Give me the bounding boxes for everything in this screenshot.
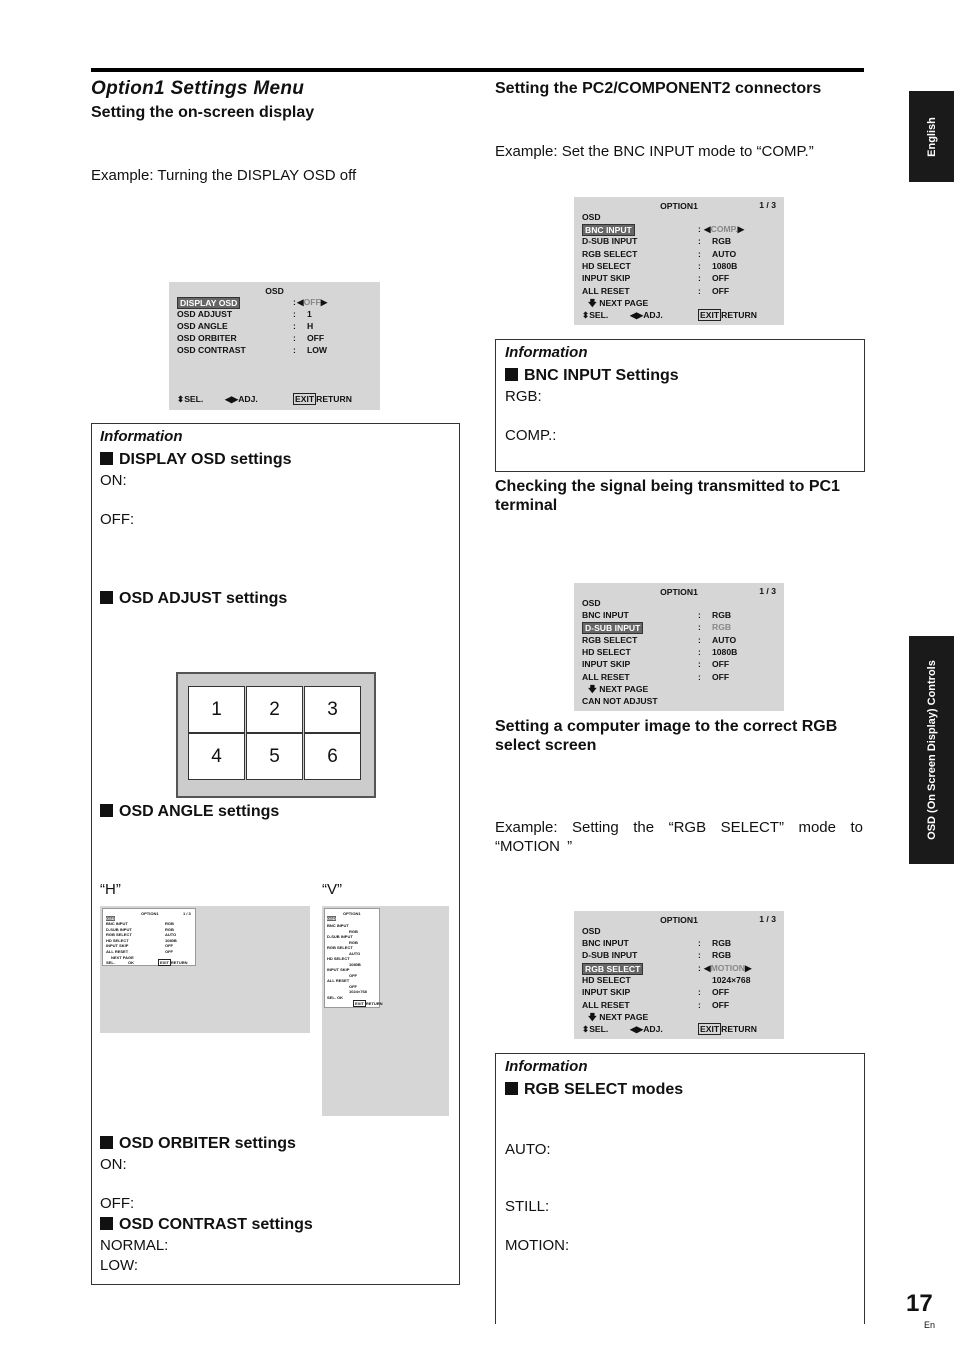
osd-panel <box>169 282 380 410</box>
side-tab-english: English <box>909 91 954 182</box>
left-example: Example: Turning the DISPLAY OSD off <box>91 167 357 184</box>
section1-title: Setting the PC2/COMPONENT2 connectors <box>495 80 822 97</box>
osd-orbiter-settings-heading: OSD ORBITER settings <box>100 1135 296 1153</box>
bnc-comp: COMP.: <box>505 427 557 444</box>
osd-row-osd-angle: OSD ANGLE : H <box>177 321 314 331</box>
osd-adjust-settings-heading: OSD ADJUST settings <box>100 590 287 608</box>
info-heading-bnc: Information <box>505 344 588 361</box>
side-tab-osd-controls: OSD (On Screen Display) Controls <box>909 636 954 864</box>
osd-angle-v-illustration <box>322 906 449 1116</box>
down-arrow-icon: 🡇 <box>588 1012 597 1022</box>
info-heading-left: Information <box>100 428 183 445</box>
square-bullet-icon <box>100 1136 113 1149</box>
grid-cell-4: 4 <box>188 733 245 780</box>
square-bullet-icon <box>100 804 113 817</box>
osd-row-value: OFF <box>303 297 321 307</box>
top-rule <box>91 68 864 72</box>
square-bullet-icon <box>100 452 113 465</box>
tiny-osd-v: OPTION1 OSD BNC INPUT RGB D-SUB INPUT RGB RGB SELECT AUTO HD SELECT 1080B INPUT SKIP OFF ALL RESET OFF 1024×768 SEL. OK EXIT RETURN <box>324 908 380 1008</box>
osd-row-display-osd: DISPLAY OSD : ◀OFF▶ <box>177 297 372 309</box>
square-bullet-icon <box>100 1217 113 1230</box>
square-bullet-icon <box>100 591 113 604</box>
display-osd-on: ON: <box>100 472 127 489</box>
updown-icon: ⬍ <box>177 394 185 404</box>
osd-row-osd-orbiter: OSD ORBITER : OFF <box>177 333 325 343</box>
osd-angle-h-illustration <box>100 906 310 1033</box>
osd-row-label: DISPLAY OSD <box>177 297 240 309</box>
updown-icon: ⬍ <box>582 310 590 320</box>
contrast-low: LOW: <box>100 1257 139 1274</box>
option1-panel-bnc: OPTION1 1 / 3 OSD BNC INPUT : ◀COMP.▶ D-SUB INPUT : RGB RGB SELECT : AUTO HD SELECT : 1080B INPUT SKIP : OFF ALL RESET : OFF 🡇 NEXT PAGE ⬍SEL. ◀▶ADJ. EXIT RETURN <box>574 197 784 325</box>
left-subtitle: Setting the on-screen display <box>91 104 315 121</box>
orbiter-off: OFF: <box>100 1195 135 1212</box>
rgb-auto: AUTO: <box>505 1141 551 1158</box>
osd-row-osd-contrast: OSD CONTRAST : LOW <box>177 345 328 355</box>
updown-icon: ⬍ <box>582 1024 590 1034</box>
left-right-icon: ◀▶ <box>225 394 239 404</box>
page-title: Option1 Settings Menu <box>91 78 305 99</box>
contrast-normal: NORMAL: <box>100 1237 169 1254</box>
rgb-motion: MOTION: <box>505 1237 570 1254</box>
section3-example: Example: Setting the “RGB SELECT” mode to “MOTION ” <box>495 819 863 855</box>
rgb-select-modes-heading: RGB SELECT modes <box>505 1081 683 1099</box>
display-osd-off: OFF: <box>100 511 135 528</box>
grid-cell-2: 2 <box>246 686 303 733</box>
left-right-icon: ◀▶ <box>630 310 644 320</box>
bnc-rgb: RGB: <box>505 388 542 405</box>
osd-footer: ⬍SEL. ◀▶ADJ. EXIT RETURN <box>177 394 352 404</box>
rgb-still: STILL: <box>505 1198 550 1215</box>
osd-contrast-settings-heading: OSD CONTRAST settings <box>100 1216 313 1234</box>
display-osd-settings-heading: DISPLAY OSD settings <box>100 451 292 469</box>
bnc-input-settings-heading: BNC INPUT Settings <box>505 367 679 385</box>
page-number: 17 <box>906 1290 933 1317</box>
info-box-left <box>91 423 460 1285</box>
left-right-icon: ◀▶ <box>630 1024 644 1034</box>
osd-position-grid <box>176 672 376 798</box>
osd-angle-settings-heading: OSD ANGLE settings <box>100 803 279 821</box>
down-arrow-icon: 🡇 <box>588 684 597 694</box>
square-bullet-icon <box>505 368 518 381</box>
h-label: “H” <box>100 881 121 898</box>
section3-title: Setting a computer image to the correct RGB select screen <box>495 718 838 754</box>
grid-cell-3: 3 <box>304 686 361 733</box>
section2-title: Checking the signal being transmitted to PC1 terminal <box>495 478 840 514</box>
grid-cell-6: 6 <box>304 733 361 780</box>
page-lang: En <box>924 1320 936 1330</box>
info-heading-rgb: Information <box>505 1058 588 1075</box>
tiny-osd-h: OPTION1 1 / 3 OSD BNC INPUT D-SUB INPUT RGB SELECT HD SELECT INPUT SKIP ALL RESET RGB RGB AUTO 1080B OFF OFF NEXT PAGE SEL. OK EXIT RETURN <box>102 908 196 966</box>
osd-row-osd-adjust: OSD ADJUST : 1 <box>177 309 312 319</box>
v-label: “V” <box>322 881 342 898</box>
down-arrow-icon: 🡇 <box>588 298 597 308</box>
option1-panel-dsub: OPTION1 1 / 3 OSD BNC INPUT : RGB D-SUB INPUT : RGB RGB SELECT : AUTO HD SELECT : 1080B INPUT SKIP : OFF ALL RESET : OFF 🡇 NEXT PAGE CAN NOT ADJUST <box>574 583 784 711</box>
grid-cell-1: 1 <box>188 686 245 733</box>
osd-panel-header: OSD <box>265 286 284 296</box>
option1-panel-rgb-select: OPTION1 1 / 3 OSD BNC INPUT : RGB D-SUB INPUT : RGB RGB SELECT : ◀MOTION▶ HD SELECT 1024×768 INPUT SKIP : OFF ALL RESET : OFF 🡇 NEXT PAGE ⬍SEL. ◀▶ADJ. EXIT RETURN <box>574 911 784 1039</box>
square-bullet-icon <box>505 1082 518 1095</box>
grid-cell-5: 5 <box>246 733 303 780</box>
orbiter-on: ON: <box>100 1156 127 1173</box>
section1-example: Example: Set the BNC INPUT mode to “COMP.” <box>495 143 814 160</box>
